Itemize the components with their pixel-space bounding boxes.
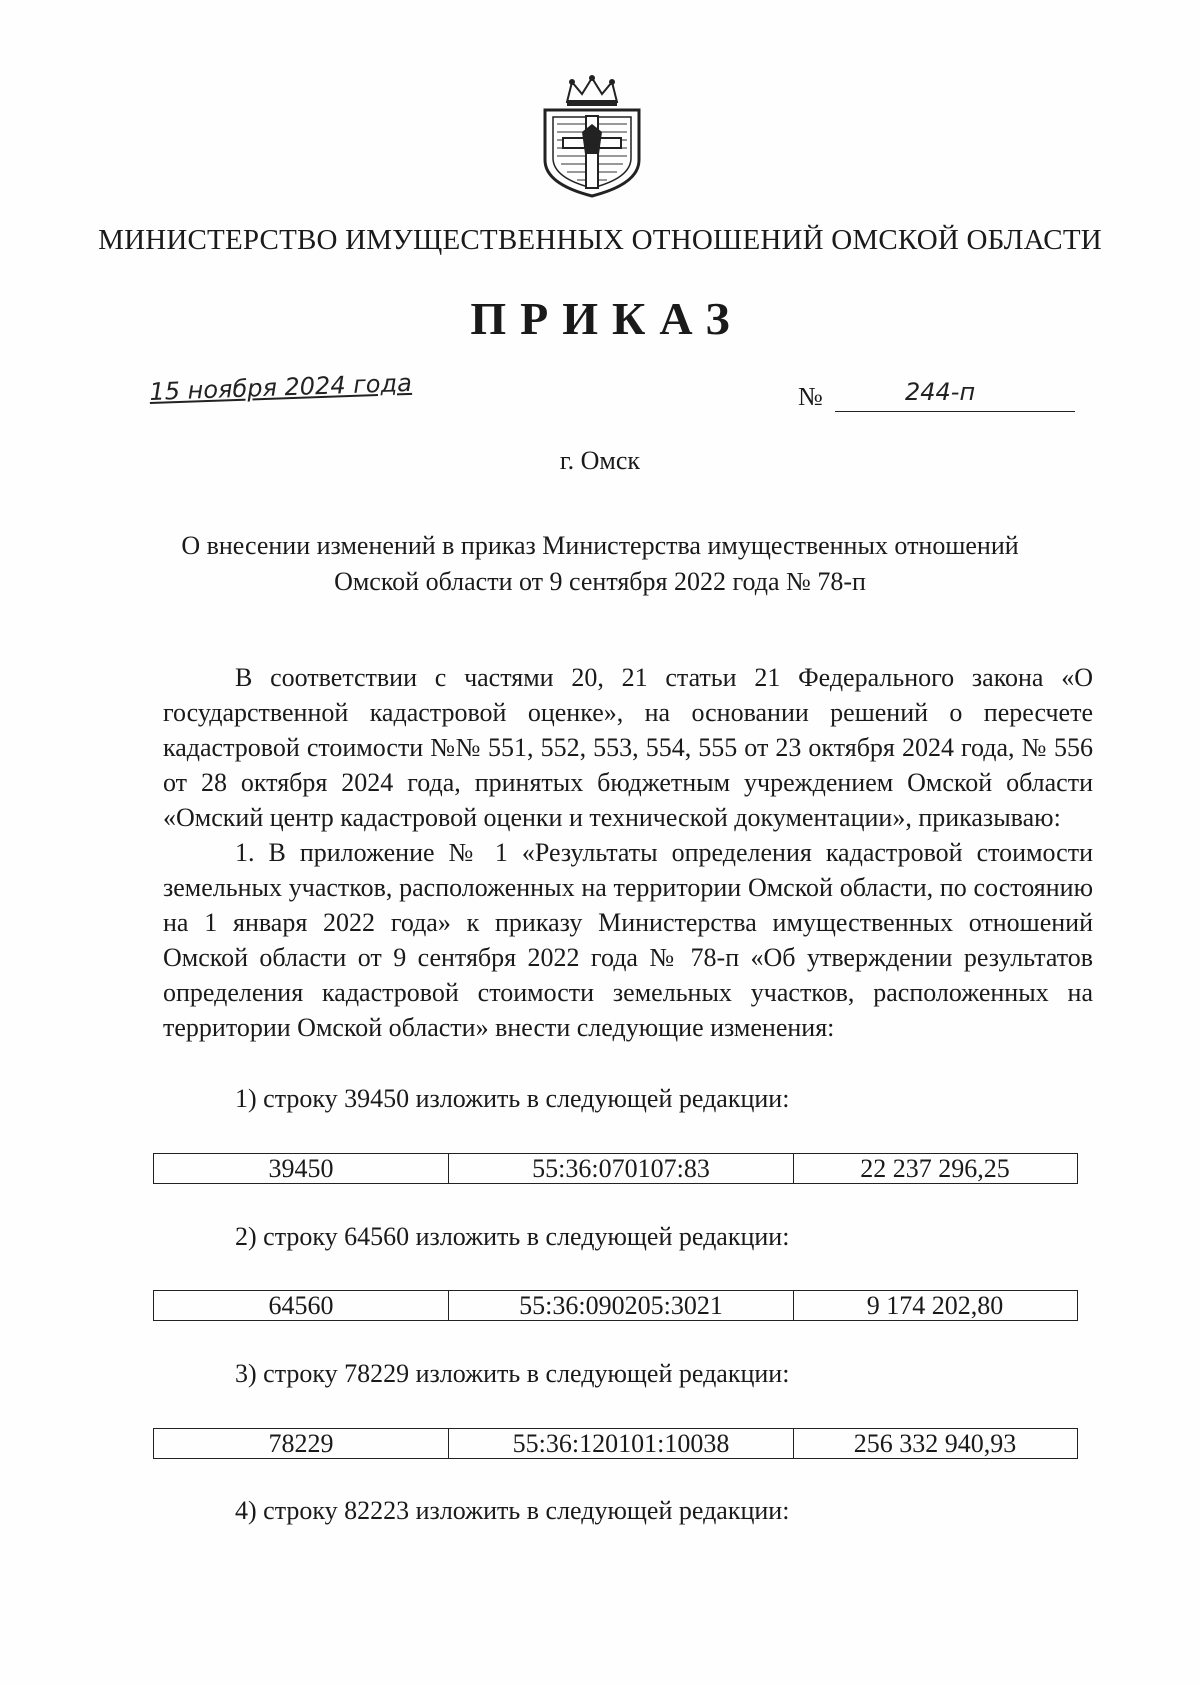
paragraph-basis: В соответствии с частями 20, 21 статьи 21 Федерального закона «О государственной кадастровой оценке», на основании решений о пересчете кадастровой стоимости №№ 551, 552, 553, 554, 555 от 23 октября 2024 года, № 556 от 28 октября 2024 года, принятых бюджетным учреждением Омской области «Омский центр кадастровой оценки и технической документации», приказываю: bbox=[163, 663, 1093, 832]
coat-of-arms-icon bbox=[537, 72, 647, 200]
item-line-4: 4) строку 82223 изложить в следующей редакции: bbox=[235, 1496, 790, 1525]
handwritten-date: 15 ноября 2024 года bbox=[149, 368, 413, 406]
row-number-cell: 39450 bbox=[154, 1154, 449, 1183]
item-line-2: 2) строку 64560 изложить в следующей редакции: bbox=[235, 1222, 790, 1251]
ministry-name: МИНИСТЕРСТВО ИМУЩЕСТВЕННЫХ ОТНОШЕНИЙ ОМСКОЙ ОБЛАСТИ bbox=[98, 224, 1102, 256]
number-label: № bbox=[798, 382, 823, 411]
cadastral-number-cell: 55:36:070107:83 bbox=[449, 1154, 794, 1183]
cadastral-value-cell: 22 237 296,25 bbox=[860, 1154, 1010, 1183]
paragraph-item-1: 1. В приложение № 1 «Результаты определения кадастровой стоимости земельных участков, расположенных на территории Омской области, по состоянию на 1 января 2022 года» к приказу Министерства имущественных отношений Омской области от 9 сентября 2022 года № 78-п «Об утверждении результатов определения кадастровой стоимости земельных участков, расположенных на территории Омской области» внести следующие изменения: bbox=[163, 838, 1093, 1042]
number-underline bbox=[835, 411, 1075, 412]
handwritten-number: 244-п bbox=[905, 378, 976, 406]
cadastral-number-cell: 55:36:090205:3021 bbox=[449, 1291, 794, 1320]
document-type-title: ПРИКАЗ bbox=[470, 293, 744, 344]
body-text bbox=[163, 660, 1093, 1045]
cadastral-number-cell: 55:36:120101:10038 bbox=[449, 1429, 794, 1458]
cadastral-value-cell: 9 174 202,80 bbox=[866, 1291, 1004, 1320]
city-label: г. Омск bbox=[559, 446, 641, 475]
item-line-1: 1) строку 39450 изложить в следующей редакции: bbox=[235, 1084, 790, 1113]
row-number-cell: 78229 bbox=[154, 1429, 449, 1458]
row-number-cell: 64560 bbox=[154, 1291, 449, 1320]
table-row bbox=[153, 1428, 1078, 1459]
table-row bbox=[153, 1153, 1078, 1184]
cadastral-value-cell: 256 332 940,93 bbox=[853, 1429, 1017, 1458]
table-row bbox=[153, 1290, 1078, 1321]
document-subject: О внесении изменений в приказ Министерства имущественных отношений Омской области от 9 сентября 2022 года № 78-п bbox=[181, 531, 1019, 596]
item-line-3: 3) строку 78229 изложить в следующей редакции: bbox=[235, 1359, 790, 1388]
